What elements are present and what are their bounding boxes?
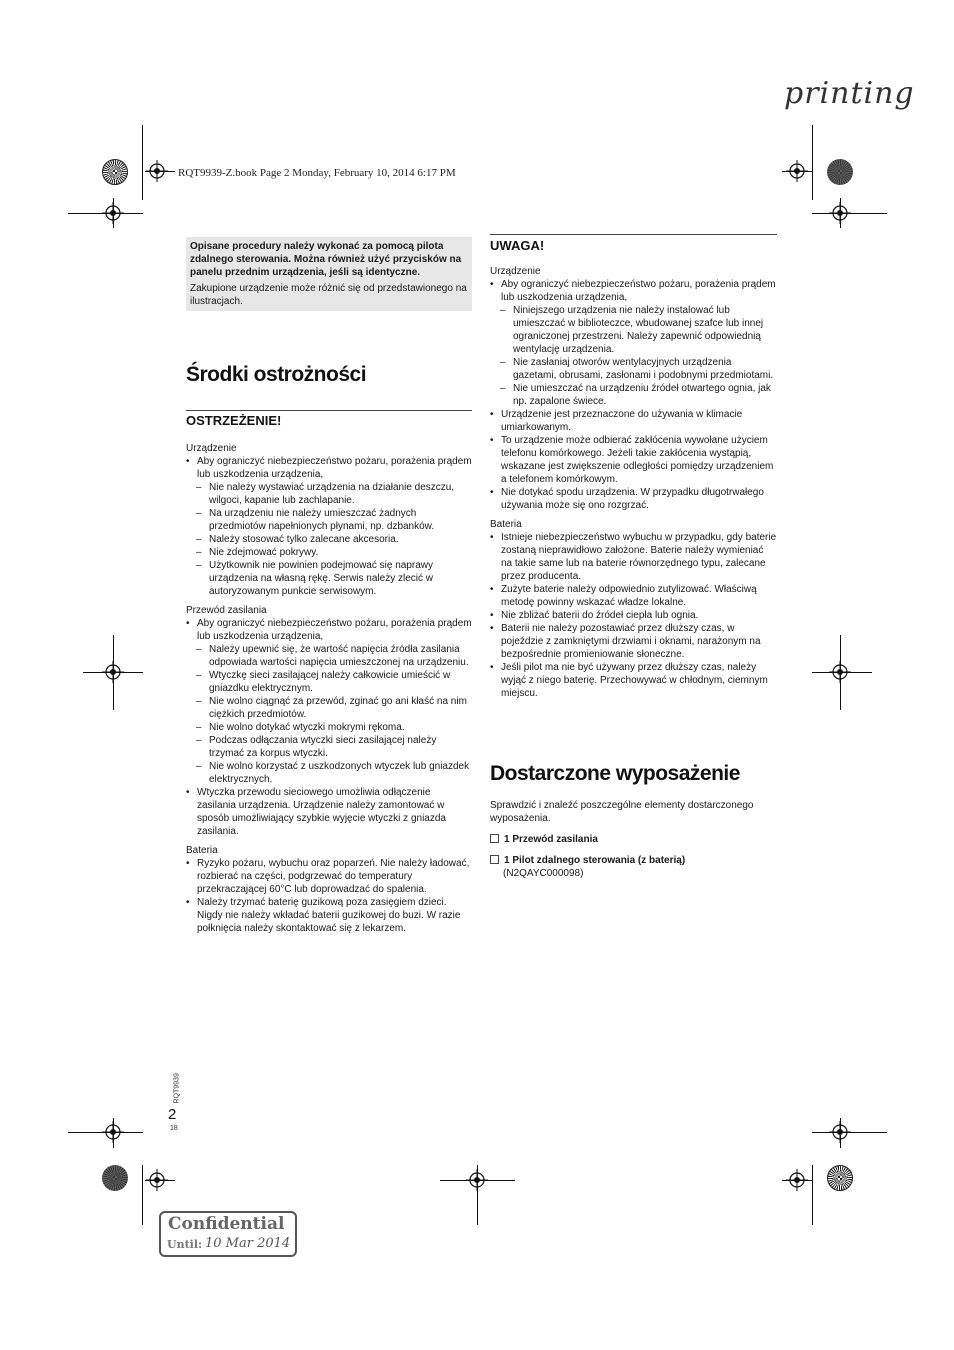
bullet-text: Należy trzymać baterię guzikową poza zasięgiem dzieci. Nigdy nie należy wkładać baterii guzikowej do buzi. W razie połknięcia należy skontaktować się z lekarzem. (197, 897, 461, 934)
registration-mark-icon (829, 202, 851, 224)
bullet-list (186, 455, 472, 598)
bullet-item (490, 609, 777, 622)
dash-item: – Nie wolno dotykać wtyczki mokrymi rękoma. (186, 721, 472, 734)
notice-box (186, 237, 472, 311)
warning-rule (186, 410, 472, 411)
bullet-item (490, 661, 777, 700)
rosette-icon (827, 159, 853, 185)
dash-list (490, 304, 777, 408)
dash-item: – Nie zasłaniaj otworów wentylacyjnych urządzenia gazetami, obrusami, zasłonami i podobnymi przedmiotami. (490, 356, 777, 382)
bullet-text: Istnieje niebezpieczeństwo wybuchu w przypadku, gdy baterie zostaną nieprawidłowo założone. Baterie należy wymieniać na takie same lub na baterie równorzędnego typu, zalecane przez producenta. (501, 532, 777, 582)
confidential-stamp (159, 1211, 297, 1257)
precautions-title: Środki ostrożności (186, 363, 367, 386)
model-id: RQT9939 (173, 1073, 181, 1104)
dash-list (186, 481, 472, 598)
registration-mark-icon (146, 1169, 168, 1191)
bullet-item (490, 486, 777, 512)
accessory-item (490, 854, 777, 880)
caution-sections (490, 265, 777, 700)
section (490, 518, 777, 700)
checkbox-icon (490, 834, 499, 843)
registration-mark-icon (786, 1169, 808, 1191)
dash-list (186, 643, 472, 786)
bullet-text: Baterii nie należy pozostawiać przez dłuższy czas, w pojeździe z zamkniętymi drzwiami i oknami, narażonym na bezpośrednie promieniowanie słoneczne. (501, 623, 761, 660)
bullet-item (490, 583, 777, 609)
notice-text: Zakupione urządzenie może różnić się od przedstawionego na ilustracjach. (190, 283, 467, 307)
section (186, 442, 472, 598)
bullet-item (186, 786, 472, 838)
section-title: Bateria (186, 845, 218, 856)
rosette-icon (827, 1165, 853, 1191)
bullet-item (490, 434, 777, 486)
page-sub-number: 18 (170, 1125, 178, 1132)
dash-item: – Wtyczkę sieci zasilającej należy całkowicie umieścić w gniazdku elektrycznym. (186, 669, 472, 695)
warning-sections (186, 442, 472, 935)
bullet-list (490, 531, 777, 700)
checkbox-icon (490, 855, 499, 864)
rosette-icon (102, 1165, 128, 1191)
registration-mark-icon (829, 1121, 851, 1143)
dash-item: – Należy stosować tylko zalecane akcesoria. (186, 533, 472, 546)
dash-item: – Nie umieszczać na urządzeniu źródeł otwartego ognia, jak np. zapalone świece. (490, 382, 777, 408)
registration-mark-icon (102, 661, 124, 683)
bullet-item (490, 622, 777, 661)
bullet-item (186, 857, 472, 896)
registration-mark-icon (786, 160, 808, 182)
bullet-text: Aby ograniczyć niebezpieczeństwo pożaru, porażenia prądem lub uszkodzenia urządzenia, (501, 279, 776, 303)
dash-item: – Nie należy wystawiać urządzenia na działanie deszczu, wilgoci, kapanie lub zachlapanie. (186, 481, 472, 507)
confidential-label: Confidential (168, 1214, 285, 1234)
section-title: Bateria (490, 519, 522, 530)
accessories-title: Dostarczone wyposażenie (490, 762, 740, 785)
caution-heading: UWAGA! (490, 238, 545, 253)
dash-item: – Użytkownik nie powinien podejmować się naprawy urządzenia na własną rękę. Serwis należy zlecić w autoryzowanym punkcie serwisowym. (186, 559, 472, 598)
bullet-item (490, 408, 777, 434)
bullet-text: Jeśli pilot ma nie być używany przez dłuższy czas, należy wyjąć z niego baterię. Przechowywać w chłodnym, ciemnym miejscu. (501, 662, 768, 699)
bullet-text: Wtyczka przewodu sieciowego umożliwia odłączenie zasilania urządzenia. Urządzenie należy zamontować w sposób umożliwiający szybkie wyjęcie wtyczki z gniazda zasilania. (197, 787, 446, 837)
caution-rule (490, 234, 777, 235)
section (186, 604, 472, 838)
registration-mark-icon (102, 1121, 124, 1143)
bullet-item (490, 531, 777, 583)
bullet-text: To urządzenie może odbierać zakłócenia wywołane użyciem telefonu komórkowego. Jeżeli takie zakłócenia wystąpią, wskazane jest zwiększenie odległości pomiędzy urządzeniem a telefonem komórkowym. (501, 435, 774, 485)
bullet-text: Zużyte baterie należy odpowiednio zutylizować. Właściwą metodę powinny wskazać władze lokalne. (501, 584, 757, 608)
accessories-list (490, 799, 777, 880)
section (490, 265, 777, 512)
accessory-name: 1 Pilot zdalnego sterowania (z baterią) (504, 855, 686, 866)
page-number: 2 (168, 1106, 177, 1123)
bullet-item (186, 455, 472, 598)
printing-stamp: printing (784, 76, 915, 111)
section-title: Przewód zasilania (186, 605, 267, 616)
registration-mark-icon (102, 202, 124, 224)
dash-item: – Należy upewnić się, że wartość napięcia źródła zasilania odpowiada wartości napięcia umieszczonej na urządzeniu. (186, 643, 472, 669)
dash-item: – Na urządzeniu nie należy umieszczać żadnych przedmiotów napełnionych płynami, np. dzbanków. (186, 507, 472, 533)
accessory-code: (N2QAYC000098) (503, 868, 584, 879)
until-date: 10 Mar 2014 (205, 1236, 291, 1251)
warning-heading: OSTRZEŻENIE! (186, 413, 282, 428)
dash-item: – Niniejszego urządzenia nie należy instalować lub umieszczać w biblioteczce, wbudowanej szafce lub innej ograniczonej przestrzeni. Należy zapewnić odpowiednią wentylację urządzenia. (490, 304, 777, 356)
bullet-list (490, 278, 777, 512)
section (186, 844, 472, 935)
dash-item: – Nie wolno korzystać z uszkodzonych wtyczek lub gniazdek elektrycznych. (186, 760, 472, 786)
bullet-list (186, 857, 472, 935)
bullet-item (490, 278, 777, 408)
rosette-icon (102, 159, 128, 185)
bullet-text: Aby ograniczyć niebezpieczeństwo pożaru, porażenia prądem lub uszkodzenia urządzenia, (197, 456, 472, 480)
accessories-intro: Sprawdzić i znaleźć poszczególne elementy dostarczonego wyposażenia. (490, 800, 754, 824)
book-info-line: RQT9939-Z.book Page 2 Monday, February 10, 2014 6:17 PM (178, 167, 456, 179)
registration-mark-icon (829, 661, 851, 683)
notice-bold-text: Opisane procedury należy wykonać za pomocą pilota zdalnego sterowania. Można również użyć przycisków na panelu przednim urządzenia, jeśli są identyczne. (190, 241, 462, 278)
until-label: Until: (167, 1238, 203, 1251)
accessory-item (490, 833, 777, 846)
bullet-item (186, 617, 472, 786)
bullet-item (186, 896, 472, 935)
dash-item: – Nie wolno ciągnąć za przewód, zginać go ani kłaść na nim ciężkich przedmiotów. (186, 695, 472, 721)
registration-mark-icon (466, 1169, 488, 1191)
section-title: Urządzenie (186, 443, 237, 454)
bullet-text: Aby ograniczyć niebezpieczeństwo pożaru, porażenia prądem lub uszkodzenia urządzenia, (197, 618, 472, 642)
dash-item: – Podczas odłączania wtyczki sieci zasilającej należy trzymać za korpus wtyczki. (186, 734, 472, 760)
bullet-text: Urządzenie jest przeznaczone do używania w klimacie umiarkowanym. (501, 409, 743, 433)
registration-mark-icon (146, 160, 168, 182)
bullet-text: Ryzyko pożaru, wybuchu oraz poparzeń. Nie należy ładować, rozbierać na części, podgrzewać do temperatury przekraczającej 60°C lub doprowadzać do spalenia. (197, 858, 470, 895)
bullet-text: Nie dotykać spodu urządzenia. W przypadku długotrwałego używania może się ono rozgrzać. (501, 487, 764, 511)
dash-item: – Nie zdejmować pokrywy. (186, 546, 472, 559)
section-title: Urządzenie (490, 266, 541, 277)
bullet-list (186, 617, 472, 838)
bullet-text: Nie zbliżać baterii do źródeł ciepła lub ognia. (501, 610, 699, 621)
accessory-name: 1 Przewód zasilania (504, 834, 598, 845)
